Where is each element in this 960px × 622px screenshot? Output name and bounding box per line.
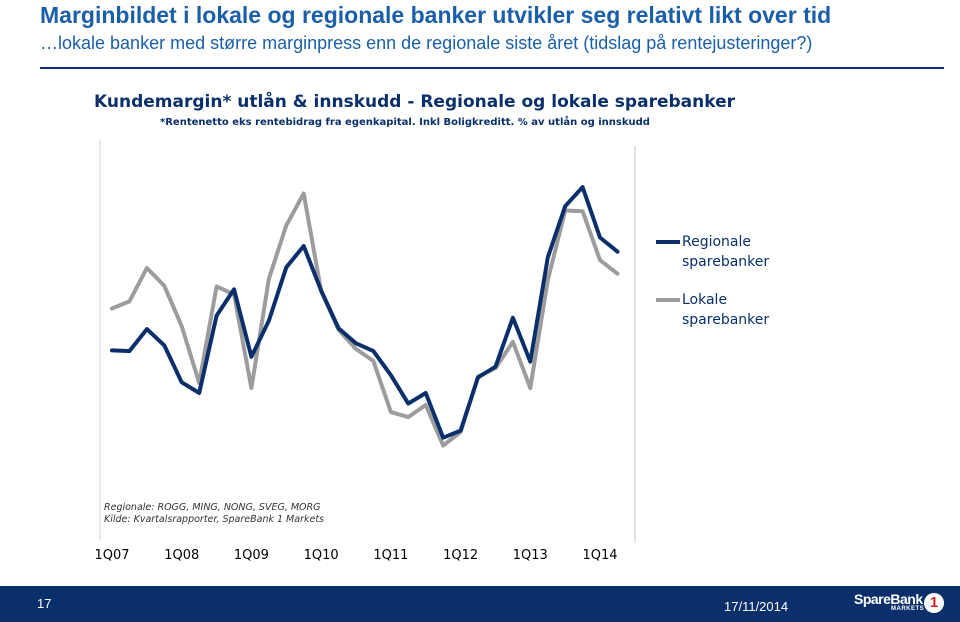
logo-badge-text: 1 [929,594,939,611]
sparebank-logo [854,591,946,617]
x-tick-label: 1Q08 [164,548,200,563]
source-note-line: Kilde: Kvartalsrapporter, SpareBank 1 Markets [104,514,324,525]
page-number: 17 [37,596,52,611]
logo-subtext: MARKETS [891,606,925,612]
logo-name: SpareBank [854,591,923,607]
x-tick-label: 1Q14 [582,548,618,563]
legend-swatch-lokale [656,298,680,302]
logo-badge-icon [924,593,944,613]
x-tick-label: 1Q07 [94,548,130,563]
chart-title: Kundemargin* utlån & innskudd - Regionale og lokale sparebanker [94,92,735,112]
footer-date: 17/11/2014 [724,599,789,614]
x-tick-label: 1Q10 [303,548,339,563]
legend-label-regionale: Regionale sparebanker [682,234,770,270]
legend-item-regionale [656,232,796,272]
legend-label-lokale: Lokale sparebanker [682,292,770,328]
footer-bar [0,586,960,622]
chart-legend [656,232,796,348]
x-tick-label: 1Q12 [443,548,479,563]
slide-subtitle: …lokale banker med større marginpress enn de regionale siste året (tidslag på rentejusteringer?) [40,33,813,53]
slide-title: Marginbildet i lokale og regionale banker utvikler seg relativt likt over tid [40,2,832,28]
chart-subtitle: *Rentenetto eks rentebidrag fra egenkapital. Inkl Boligkreditt. % av utlån og innskudd [160,117,650,128]
series-line-lokale [112,194,618,446]
x-tick-label: 1Q11 [373,548,409,563]
x-tick-label: 1Q09 [233,548,269,563]
legend-swatch-regionale [656,240,680,244]
legend-item-lokale [656,290,796,330]
source-note-line: Regionale: ROGG, MING, NONG, SVEG, MORG [104,502,321,513]
x-tick-label: 1Q13 [512,548,548,563]
source-note [104,502,324,526]
